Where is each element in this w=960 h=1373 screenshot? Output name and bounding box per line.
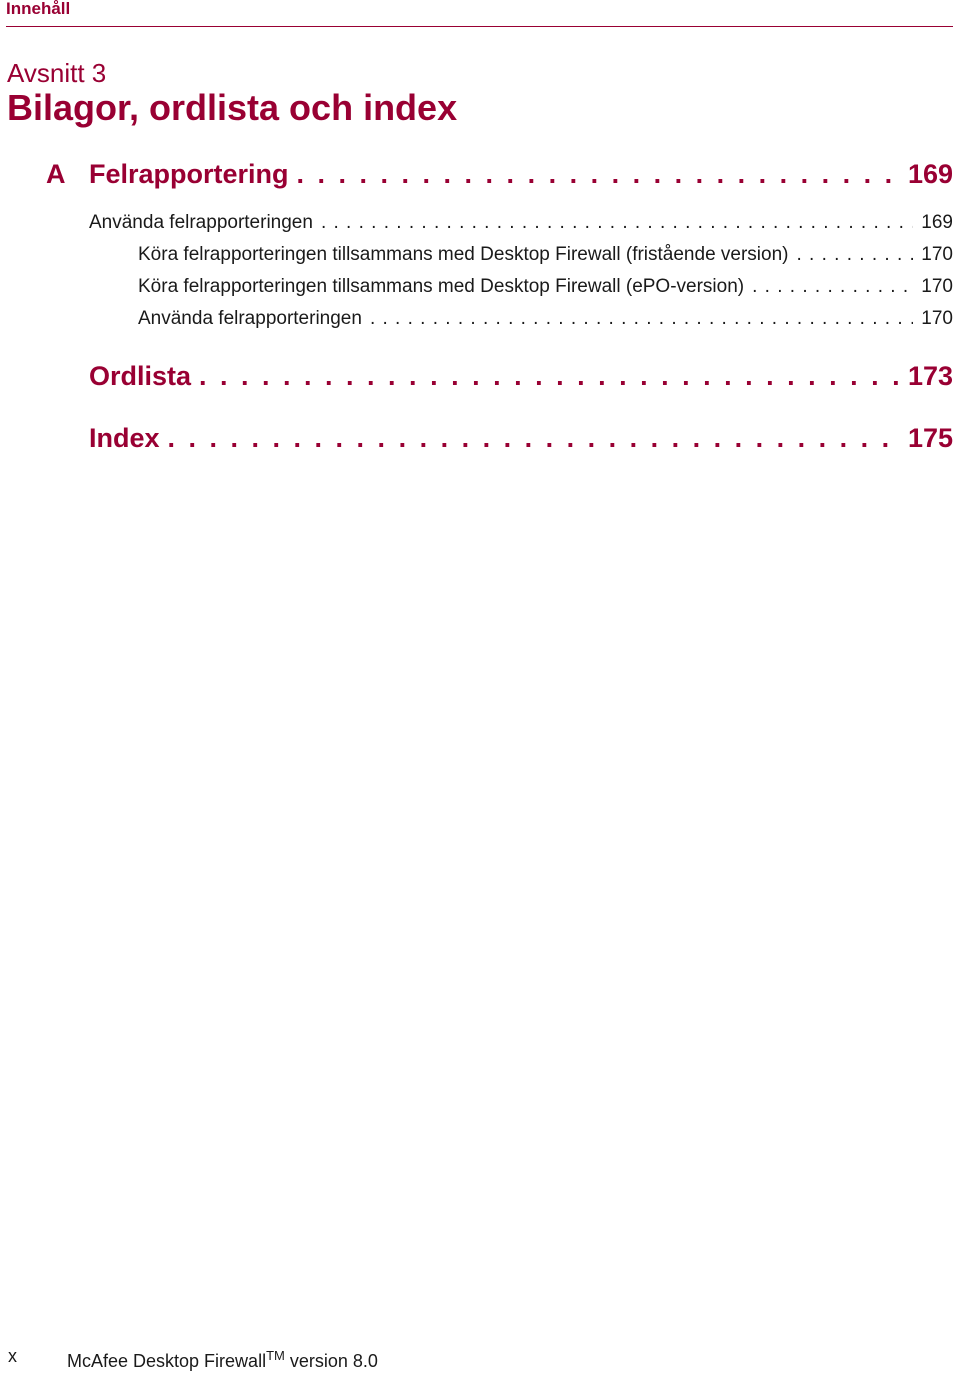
toc-entry[interactable] (138, 242, 953, 268)
header-divider (6, 26, 953, 27)
toc-chapter-title: Felrapportering (89, 159, 289, 189)
toc-page-number: 169 (921, 212, 953, 233)
toc-chapter-title: Ordlista (89, 361, 192, 391)
toc-leader-dots (370, 306, 913, 332)
toc-entry[interactable] (138, 274, 953, 300)
toc-leader-dots (297, 157, 900, 191)
toc-page-number: 173 (907, 361, 953, 391)
toc-page-number: 169 (907, 159, 953, 189)
toc-leader-dots (321, 210, 913, 236)
toc-chapter-ordlista[interactable] (89, 359, 953, 393)
toc-page-number: 170 (921, 276, 953, 297)
toc-leader-dots (797, 242, 914, 268)
footer-version: version 8.0 (289, 1351, 378, 1371)
toc-chapter-index[interactable] (89, 421, 953, 455)
toc-leader-dots (199, 359, 900, 393)
toc-chapter-felrapportering[interactable] (89, 157, 953, 191)
toc-page-number: 170 (921, 244, 953, 265)
toc-entry[interactable] (89, 210, 953, 236)
footer-page-number: x (8, 1346, 17, 1366)
toc-page-number: 170 (921, 308, 953, 329)
toc-chapter-title: Index (89, 423, 160, 453)
section-title: Bilagor, ordlista och index (7, 87, 458, 128)
running-head: Innehåll (6, 0, 71, 18)
toc-entry[interactable] (138, 306, 953, 332)
toc-entry-label: Köra felrapporteringen tillsammans med Desktop Firewall (fristående version) (138, 244, 789, 265)
footer-trademark: TM (266, 1348, 285, 1363)
footer-product: McAfee Desktop Firewall (67, 1351, 267, 1371)
section-number: Avsnitt 3 (7, 58, 107, 88)
toc-entry-label: Använda felrapporteringen (138, 308, 362, 329)
chapter-letter: A (46, 159, 66, 189)
toc-entry-label: Använda felrapporteringen (89, 212, 313, 233)
toc-entry-label: Köra felrapporteringen tillsammans med Desktop Firewall (ePO-version) (138, 276, 745, 297)
toc-page-number: 175 (907, 423, 953, 453)
toc-leader-dots (752, 274, 913, 300)
toc-leader-dots (168, 421, 900, 455)
